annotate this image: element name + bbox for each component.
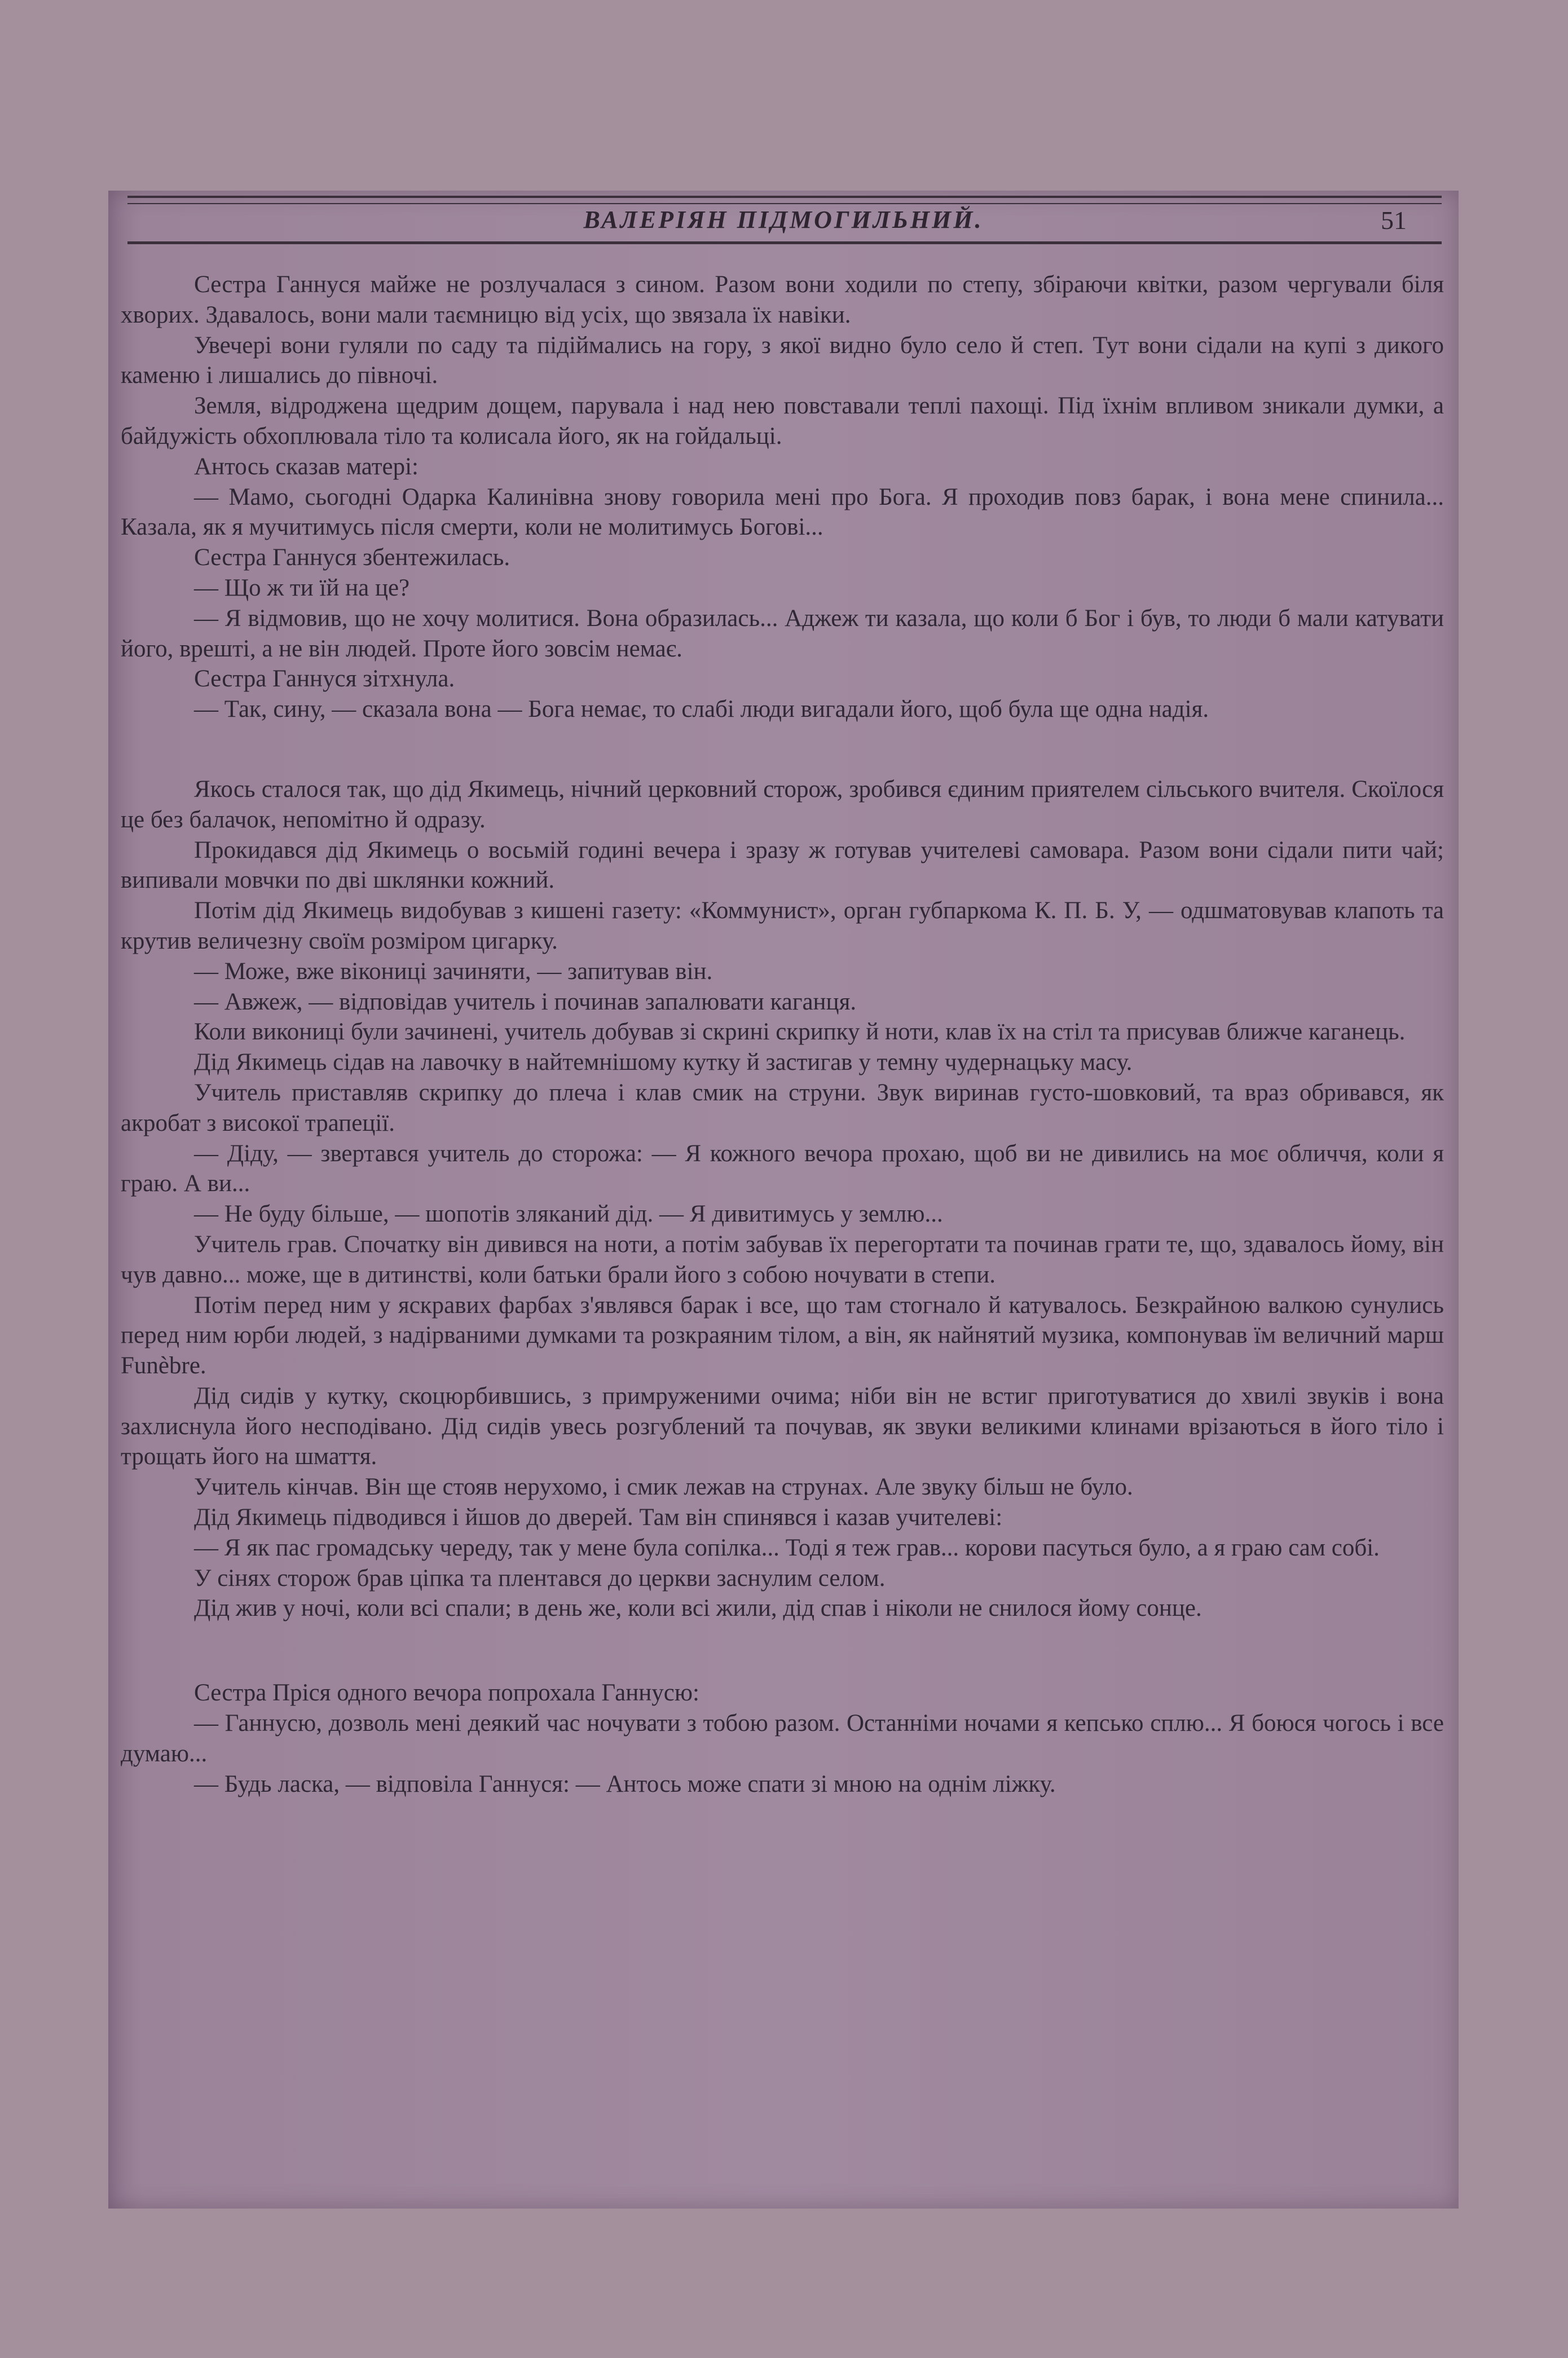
paragraph: Потім перед ним у яскравих фарбах з'являвся барак і все, що там стогнало й катувалось. Безкрайною валкою сунулись перед ним юрби людей, з надірваними думками та розкраяним тілом, а він, як найнятий музика, компонував їм величний марш Funèbre. [121,1292,1444,1379]
paragraph: Якось сталося так, що дід Якимець, нічний церковний сторож, зробився єдиним приятелем сільського вчителя. Скоїлося це без балачок, непомітно й одразу. [121,775,1444,833]
paragraph: — Я відмовив, що не хочу молитися. Вона образилась... Аджеж ти казала, що коли б Бог і був, то люди б мали катувати його, врешті, а не він людей. Проте його зовсім немає. [121,605,1444,662]
paragraph: — Я як пас громадську череду, так у мене була сопілка... Тоді я теж грав... корови пасуться було, а я граю сам собі. [194,1534,1380,1561]
paragraph: — Мамо, сьогодні Одарка Калинівна знову говорила мені про Бога. Я проходив повз барак, і вона мене спинила... Казала, як я мучитимусь після смерти, коли не молитимусь Богові... [121,483,1444,541]
paragraph: — Діду, — звертався учитель до сторожа: — Я кожного вечора прохаю, щоб ви не дивились на моє обличчя, коли я граю. А ви... [121,1140,1444,1197]
paragraph: Земля, відроджена щедрим дощем, парувала і над нею повставали теплі пахощі. Під їхнім впливом зникали думки, а байдужість обхоплювала тіло та колисала його, як на гойдальці. [121,393,1444,449]
paragraph: Прокидався дід Якимець о восьмій годині вечера і зразу ж готував учителеві самовара. Разом вони сідали пити чай; випивали мовчки по дві шклянки кожний. [121,836,1444,894]
paragraph: Дід Якимець підводився і йшов до дверей. Там він спинявся і казав учителеві: [194,1504,1003,1531]
paragraph: У сінях сторож брав ціпка та плентався до церкви заснулим селом. [194,1564,886,1592]
paragraph: — Авжеж, — відповідав учитель і починав запалювати каганця. [194,988,857,1015]
paragraph: Сестра Ганнуся зітхнула. [194,665,455,693]
paragraph: Сестра Пріся одного вечора попрохала Ганнусю: [194,1680,699,1707]
paragraph: Дід жив у ночі, коли всі спали; в день же, коли всі жили, дід спав і ніколи не снилося йому сонце. [194,1595,1202,1622]
paragraph: — Так, сину, — сказала вона — Бога немає, то слабі люди вигадали його, щоб була ще одна надія. [194,696,1209,723]
paragraph: Сестра Ганнуся збентежилась. [194,544,510,571]
paragraph: — Може, вже вікониці зачиняти, — запитував він. [194,958,713,985]
paragraph: Антось сказав матері: [194,453,419,480]
paragraph: — Що ж ти їй на це? [194,574,410,601]
section-1 [121,270,1444,725]
body-text [121,270,1444,1799]
section-2 [121,774,1444,1624]
paragraph: Дід сидів у кутку, скоцюрбившись, з примруженими очима; ніби він не встиг приготуватися до хвилі звуків і вона захлиснула його несподівано. Дід сидів увесь розгублений та почував, як звуки великими клинами врізаються в його тіло і трощать його на шмаття. [121,1382,1444,1470]
header-rule-top [127,196,1442,198]
paragraph: Коли викониці були зачинені, учитель добував зі скрині скрипку й ноти, клав їх на стіл та присував ближче каганець. [194,1019,1406,1046]
paragraph: — Ганнусю, дозволь мені деякий час ночувати з тобою разом. Останніми ночами я кепсько сплю... Я боюся чогось і все думаю... [121,1710,1444,1767]
running-head-title: ВАЛЕРІЯН ПІДМОГИЛЬНИЙ. [583,206,984,233]
page-number: 51 [1381,206,1407,235]
paragraph: Сестра Ганнуся майже не розлучалася з сином. Разом вони ходили по степу, збіраючи квітки, разом чергували біля хворих. Здавалось, вони мали таємницю від усіх, що звязала їх навіки. [121,271,1444,328]
paragraph: Увечері вони гуляли по саду та підіймались на гору, з якої видно було село й степ. Тут вони сідали на купі з дикого каменю і лишались до півночі. [121,332,1444,389]
paragraph: Учитель приставляв скрипку до плеча і клав смик на струни. Звук виринав густо-шовковий, та враз обривався, як акробат з високої трапеції. [121,1079,1444,1136]
section-3 [121,1678,1444,1799]
header-rule-bottom [127,241,1442,244]
paragraph: — Будь ласка, — відповіла Ганнуся: — Антось може спати зі мною на однім ліжку. [194,1770,1056,1797]
header-rule-thin [127,203,1442,204]
paragraph: — Не буду більше, — шопотів зляканий дід. — Я дивитимусь у землю... [194,1201,943,1228]
paragraph: Учитель кінчав. Він ще стояв нерухомо, і смик лежав на струнах. Але звуку більш не було. [194,1474,1133,1501]
paragraph: Потім дід Якимець видобував з кишені газету: «Коммунист», орган губпаркома К. П. Б. У, — одшматовував клапоть та крутив величезну своїм розміром цигарку. [121,897,1444,954]
section-break [121,1624,1444,1678]
paragraph: Дід Якимець сідав на лавочку в найтемнішому кутку й застигав у темну чудернацьку масу. [194,1049,1133,1076]
section-break [121,725,1444,774]
paragraph: Учитель грав. Спочатку він дивився на ноти, а потім забував їх перегортати та починав грати те, що, здавалось йому, він чув давно... може, ще в дитинстві, коли батьки брали його з собою ночувати в степи. [121,1231,1444,1288]
book-page [108,191,1459,2209]
